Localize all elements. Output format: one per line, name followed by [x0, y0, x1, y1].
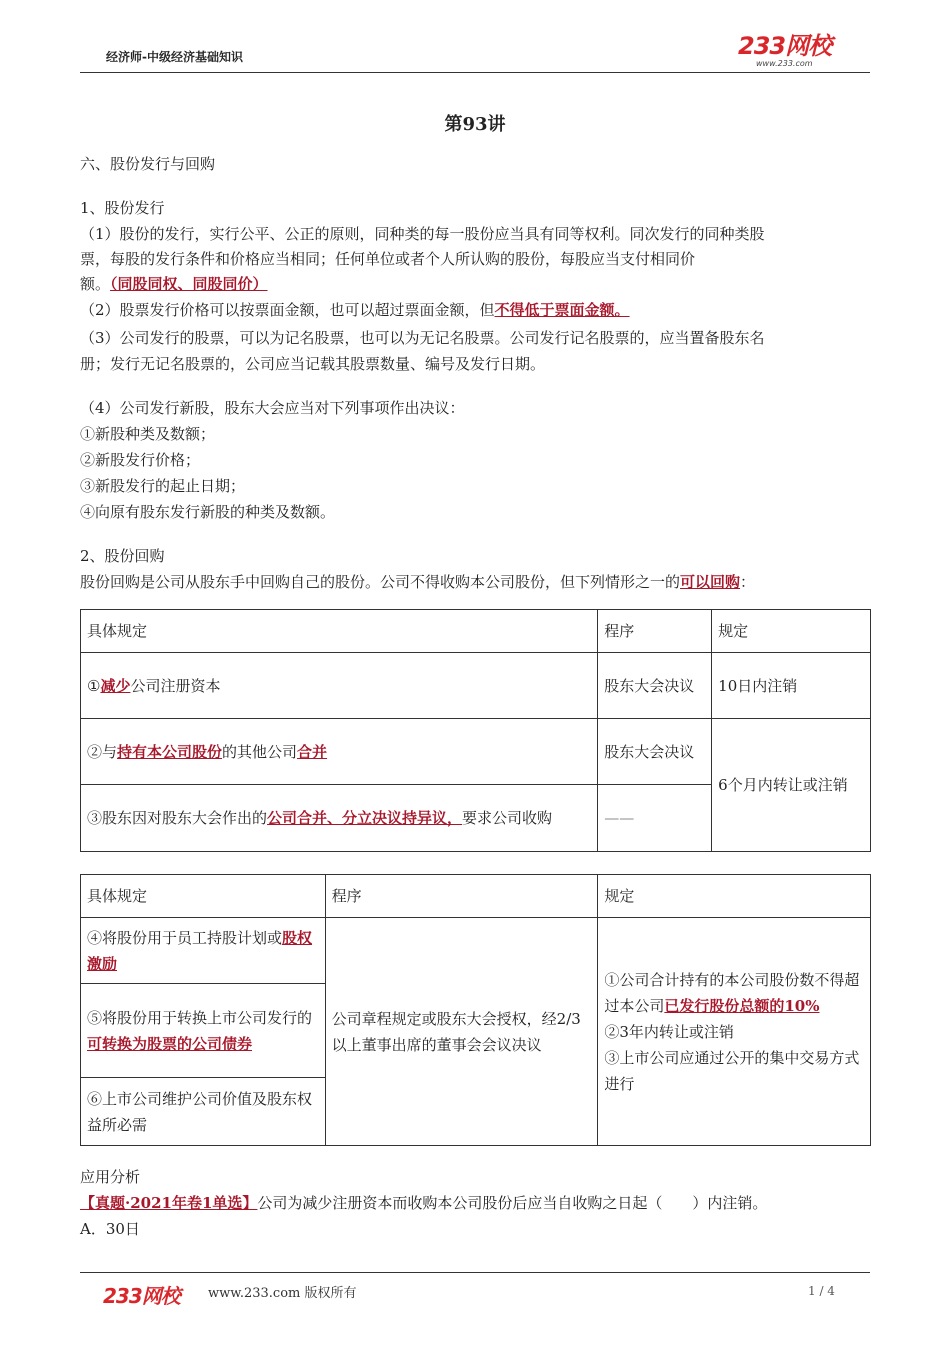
text: ①	[87, 676, 101, 695]
exam-tag: 【真题·2021年卷1单选】	[80, 1194, 258, 1212]
table-cell: 6个月内转让或注销	[712, 719, 871, 852]
page-title: 第93讲	[444, 114, 506, 135]
question-text: 公司为减少注册资本而收购本公司股份后应当自收购之日起（ ）内注销。	[257, 1194, 768, 1212]
option-a[interactable]: A．30日	[80, 1220, 140, 1238]
buyback-table-2	[80, 874, 871, 1146]
table-cell: ——	[598, 785, 712, 852]
table-cell: ⑥上市公司维护公司价值及股东权益所必需	[81, 1078, 326, 1146]
text: 股份回购是公司从股东手中回购自己的股份。公司不得收购本公司股份，但下列情形之一的	[80, 573, 681, 591]
text: 的其他公司	[222, 742, 298, 761]
para-line: （3）公司发行的股票，可以为记名股票，也可以为无记名股票。公司发行记名股票的，应当置备股东名	[80, 329, 765, 347]
footer-logo[interactable]: 233网校	[103, 1284, 180, 1308]
table-header: 具体规定	[81, 610, 598, 653]
list-item: ④向原有股东发行新股的种类及数额。	[80, 503, 336, 521]
table-cell: 股东大会决议	[598, 719, 712, 785]
table-cell	[81, 785, 598, 852]
text: ③股东因对股东大会作出的	[87, 809, 268, 827]
highlight: 减少	[100, 676, 131, 695]
table-cell	[81, 984, 326, 1078]
text: ①公司合计持有的本公司股份数不得超过本公司	[604, 970, 860, 1015]
text: ③上市公司应通过公开的集中交易方式进行	[604, 1048, 860, 1093]
text: 额。	[80, 275, 111, 293]
table-header: 规定	[598, 875, 871, 918]
text: ②与	[87, 742, 118, 761]
table-header: 具体规定	[81, 875, 326, 918]
para-line: 票，每股的发行条件和价格应当相同；任何单位或者个人所认购的股份，每股应当支付相同价	[80, 250, 696, 268]
list-item: ①新股种类及数额；	[80, 425, 216, 443]
highlight: 股权激励	[87, 928, 313, 973]
buyback-table-1	[80, 609, 871, 852]
subheading-issue: 1、股份发行	[80, 199, 165, 217]
highlight: 持有本公司股份	[117, 742, 223, 761]
logo-text: 233网校	[738, 32, 832, 60]
brand-logo[interactable]	[738, 33, 868, 73]
text: ④将股份用于员工持股计划或	[87, 928, 283, 947]
section-heading: 六、股份发行与回购	[80, 155, 216, 173]
table-cell: 公司章程规定或股东大会授权，经2/3以上董事出席的董事会会议决议	[325, 918, 598, 1146]
highlight: 公司合并、分立决议持异议，	[267, 809, 463, 827]
para-line	[80, 570, 755, 595]
highlight: 已发行股份总额的10%	[664, 996, 820, 1015]
highlight: （同股同权、同股同价）	[110, 275, 268, 293]
para-line: （4）公司发行新股，股东大会应当对下列事项作出决议：	[80, 399, 465, 417]
highlight: 合并	[297, 742, 328, 761]
analysis-heading: 应用分析	[80, 1168, 141, 1186]
footer-copyright: www.233.com 版权所有	[208, 1286, 357, 1301]
logo-url: www.233.com	[756, 59, 813, 68]
para-line	[80, 298, 630, 323]
text: 要求公司收购	[462, 809, 553, 827]
question-line	[80, 1191, 767, 1216]
text: ②3年内转让或注销	[604, 1022, 734, 1041]
para-line	[80, 272, 268, 297]
text: （2）股票发行价格可以按票面金额，也可以超过票面金额，但	[80, 301, 495, 319]
table-cell: 10日内注销	[712, 653, 871, 719]
list-item: ③新股发行的起止日期；	[80, 477, 246, 495]
header-subject: 经济师-中级经济基础知识	[106, 50, 243, 64]
highlight: 可转换为股票的公司债券	[87, 1034, 253, 1053]
highlight: 可以回购	[680, 573, 741, 591]
table-cell	[81, 653, 598, 719]
para-line: （1）股份的发行，实行公平、公正的原则，同种类的每一股份应当具有同等权利。同次发行的同种类股	[80, 225, 765, 243]
table-cell: 股东大会决议	[598, 653, 712, 719]
page-number: 1 / 4	[808, 1284, 835, 1298]
text: ：	[740, 573, 756, 591]
table-cell	[81, 719, 598, 785]
table-header: 规定	[712, 610, 871, 653]
footer-divider	[80, 1272, 870, 1273]
table-header: 程序	[325, 875, 598, 918]
subheading-buyback: 2、股份回购	[80, 547, 165, 565]
text: 公司注册资本	[130, 676, 221, 695]
list-item: ②新股发行价格；	[80, 451, 201, 469]
highlight: 不得低于票面金额。	[494, 301, 630, 319]
text: ⑤将股份用于转换上市公司发行的	[87, 1008, 313, 1027]
table-cell	[598, 918, 871, 1146]
table-cell	[81, 918, 326, 984]
header-divider	[80, 72, 870, 73]
para-line: 册；发行无记名股票的，公司应当记载其股票数量、编号及发行日期。	[80, 355, 546, 373]
table-header: 程序	[598, 610, 712, 653]
